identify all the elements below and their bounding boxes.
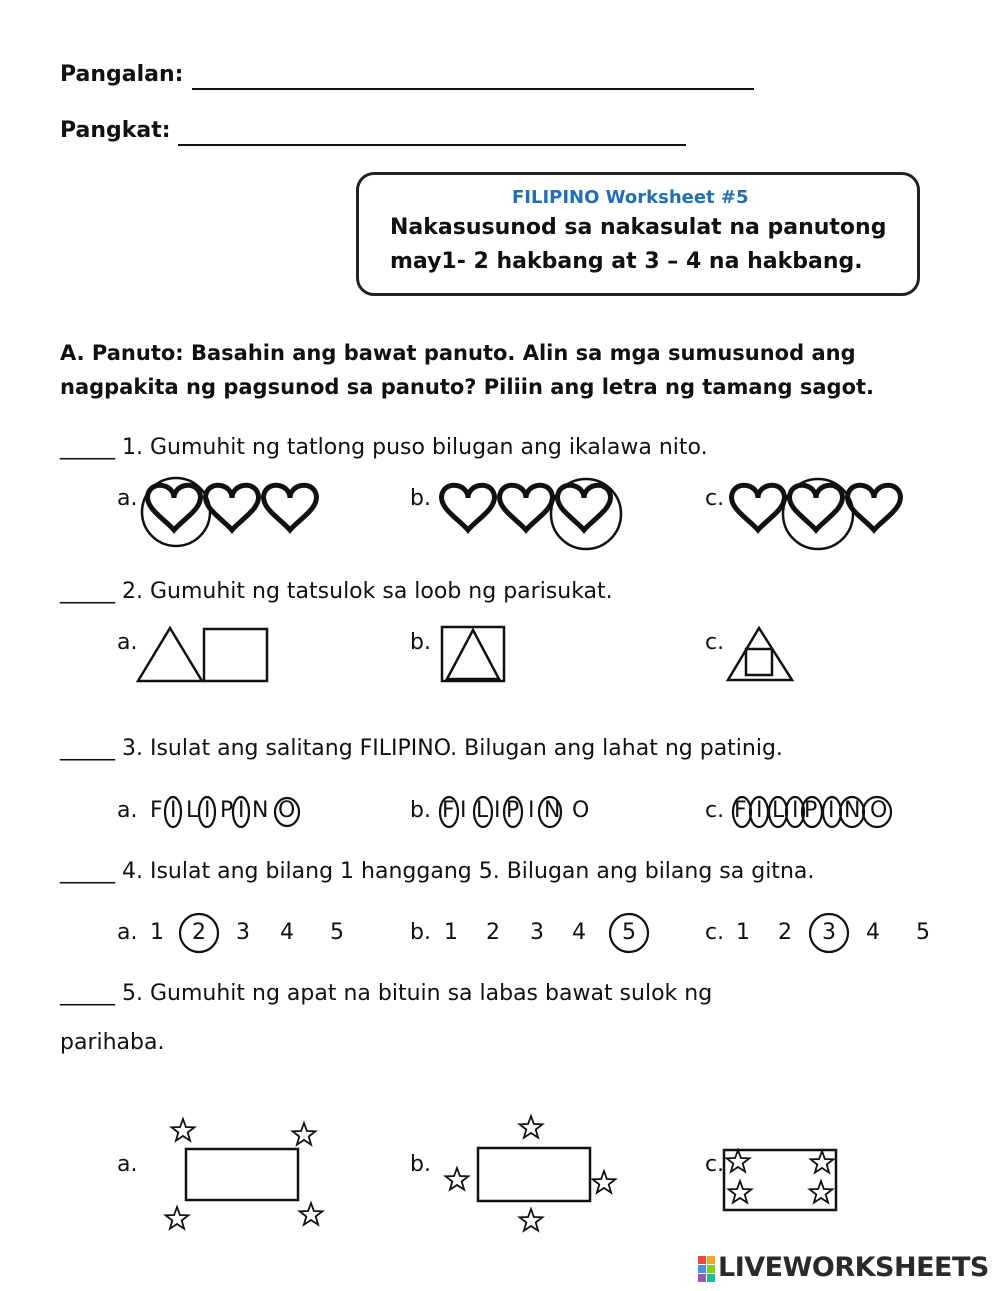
q3-b-letter: I [494,798,501,823]
q3-c-letter: P [804,798,818,823]
q3-c-letter: O [870,798,888,823]
number: 1 [150,920,164,945]
q3-b-letter: L [476,798,489,823]
number: 2 [778,920,792,945]
q3-a-letter: I [170,798,177,823]
answer-blank-2[interactable]: _____ [60,579,115,604]
q3-b-letter: P [506,798,520,823]
q4-option-b-label[interactable]: b. [410,920,431,945]
q2-option-c-label[interactable]: c. [705,630,725,655]
q3-b-letter: I [460,798,467,823]
q3-a-letter: P [220,798,234,823]
q3-c-letter: N [844,798,861,823]
logo-text: LIVEWORKSHEETS [718,1252,989,1283]
q3-a-letter: O [278,798,296,823]
q5-option-c-figure [724,1150,836,1210]
worksheet-subtitle-line2: may1- 2 hakbang at 3 – 4 na hakbang. [390,249,863,274]
q2-option-a-label[interactable]: a. [117,630,138,655]
q3-c-letter: I [792,798,799,823]
q3-b-letter: F [442,798,455,823]
answer-blank-4[interactable]: _____ [60,859,115,884]
question-4-text: 4. Isulat ang bilang 1 hanggang 5. Bilugan ang bilang sa gitna. [122,859,815,884]
q3-a-letter: F [150,798,163,823]
q3-b-letter: O [572,798,590,823]
answer-blank-3[interactable]: _____ [60,736,115,761]
number: 3 [236,920,250,945]
q3-c-letter: F [734,798,747,823]
q4-option-c-label[interactable]: c. [705,920,725,945]
question-2-text: 2. Gumuhit ng tatsulok sa loob ng parisukat. [122,579,613,604]
q5-option-b-label[interactable]: b. [410,1152,431,1177]
q3-option-a-label[interactable]: a. [117,798,138,823]
number: 4 [866,920,880,945]
name-label: Pangalan: [60,62,184,87]
q2-option-b-label[interactable]: b. [410,630,431,655]
number: 3 [822,920,836,945]
answer-blank-5[interactable]: _____ [60,981,115,1006]
q5-option-a-label[interactable]: a. [117,1152,138,1177]
question-3-text: 3. Isulat ang salitang FILIPINO. Bilugan ang lahat ng patinig. [122,736,783,761]
q3-c-letter: L [772,798,785,823]
q3-option-c-label[interactable]: c. [705,798,725,823]
number: 5 [916,920,930,945]
number: 2 [192,920,206,945]
q5-option-b-figure [446,1116,616,1231]
number: 5 [330,920,344,945]
worksheet-title: FILIPINO Worksheet #5 [512,187,749,208]
q5-option-c-label[interactable]: c. [705,1152,725,1177]
q4-option-a-label[interactable]: a. [117,920,138,945]
q1-option-c-label[interactable]: c. [705,486,725,511]
number: 5 [622,920,636,945]
number: 2 [486,920,500,945]
q3-c-letter: I [756,798,763,823]
q3-a-letter: I [238,798,245,823]
number: 1 [444,920,458,945]
number: 4 [572,920,586,945]
number: 3 [530,920,544,945]
q3-a-letter: L [186,798,199,823]
q3-c-letter: I [828,798,835,823]
question-5-text: 5. Gumuhit ng apat na bituin sa labas bawat sulok ng [122,981,713,1006]
number: 1 [736,920,750,945]
q5-option-a-figure [166,1119,323,1229]
number: 4 [280,920,294,945]
instructions-line1: A. Panuto: Basahin ang bawat panuto. Alin sa mga sumusunod ang [60,341,856,365]
q3-option-b-label[interactable]: b. [410,798,431,823]
instructions-line2: nagpakita ng pagsunod sa panuto? Piliin ang letra ng tamang sagot. [60,375,875,399]
q3-a-letter: I [204,798,211,823]
q3-a-letter: N [252,798,269,823]
q3-b-letter: I [528,798,535,823]
group-label: Pangkat: [60,118,171,143]
q3-b-letter: N [544,798,561,823]
q1-option-b-label[interactable]: b. [410,486,431,511]
question-1-text: 1. Gumuhit ng tatlong puso bilugan ang ikalawa nito. [122,435,708,460]
question-5-text-line2: parihaba. [60,1030,165,1055]
worksheet-subtitle-line1: Nakasusunod sa nakasulat na panutong [390,215,887,240]
answer-blank-1[interactable]: _____ [60,435,115,460]
q1-option-a-label[interactable]: a. [117,486,138,511]
